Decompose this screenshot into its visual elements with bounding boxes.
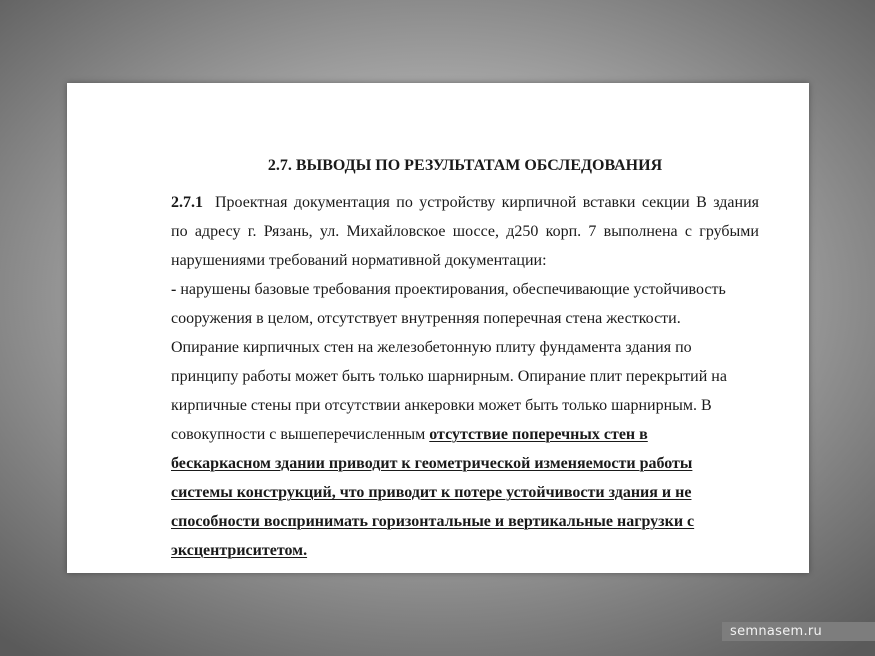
paragraph-line-3 [171,246,759,275]
emphasis-text: бескаркасном здании приводит к геометрической изменяемости работы [171,455,693,472]
bullet-dash: - [171,281,181,298]
site-watermark: semnasem.ru [722,622,875,641]
paragraph-line-11 [171,478,759,507]
line-text: Опирание кирпичных стен на железобетонную плиту фундамента здания по [171,339,692,356]
line-text: кирпичные стены при отсутствии анкеровки может быть только шарнирным. В [171,397,712,414]
line-text: сооружения в целом, отсутствует внутренняя поперечная стена жесткости. [171,310,681,327]
line-text: нарушены базовые требования проектирования, обеспечивающие устойчивость [180,281,726,298]
paragraph-line-2 [171,217,759,246]
line-text: принципу работы может быть только шарнирным. Опирание плит перекрытий на [171,368,727,385]
line-text: Проектная документация по устройству кирпичной вставки секции В здания [215,194,759,211]
section-heading: 2.7. ВЫВОДЫ ПО РЕЗУЛЬТАТАМ ОБСЛЕДОВАНИЯ [267,157,663,174]
document-content [171,155,759,565]
line-text: совокупности с вышеперечисленным [171,426,430,443]
paragraph-line-9 [171,420,759,449]
paragraph-line-4 [171,275,759,304]
emphasis-text: способности воспринимать горизонтальные и вертикальные нагрузки с [171,513,695,530]
paragraph-line-1 [171,188,759,217]
paragraph-line-10 [171,449,759,478]
paragraph-line-7 [171,362,759,391]
document-page [67,83,809,573]
paragraph-line-13 [171,536,759,565]
section-number: 2.7.1 [171,194,203,211]
paragraph-line-6 [171,333,759,362]
paragraph-line-12 [171,507,759,536]
paragraph-line-5 [171,304,759,333]
paragraph-line-8 [171,391,759,420]
line-text: нарушениями требований нормативной документации: [171,252,547,269]
line-text: по адресу г. Рязань, ул. Михайловское шоссе, д250 корп. 7 выполнена с грубыми [171,223,759,240]
emphasis-text: отсутствие поперечных стен в [429,426,648,443]
emphasis-text: эксцентриситетом. [171,542,308,559]
emphasis-text: системы конструкций, что приводит к потере устойчивости здания и не [171,484,692,501]
